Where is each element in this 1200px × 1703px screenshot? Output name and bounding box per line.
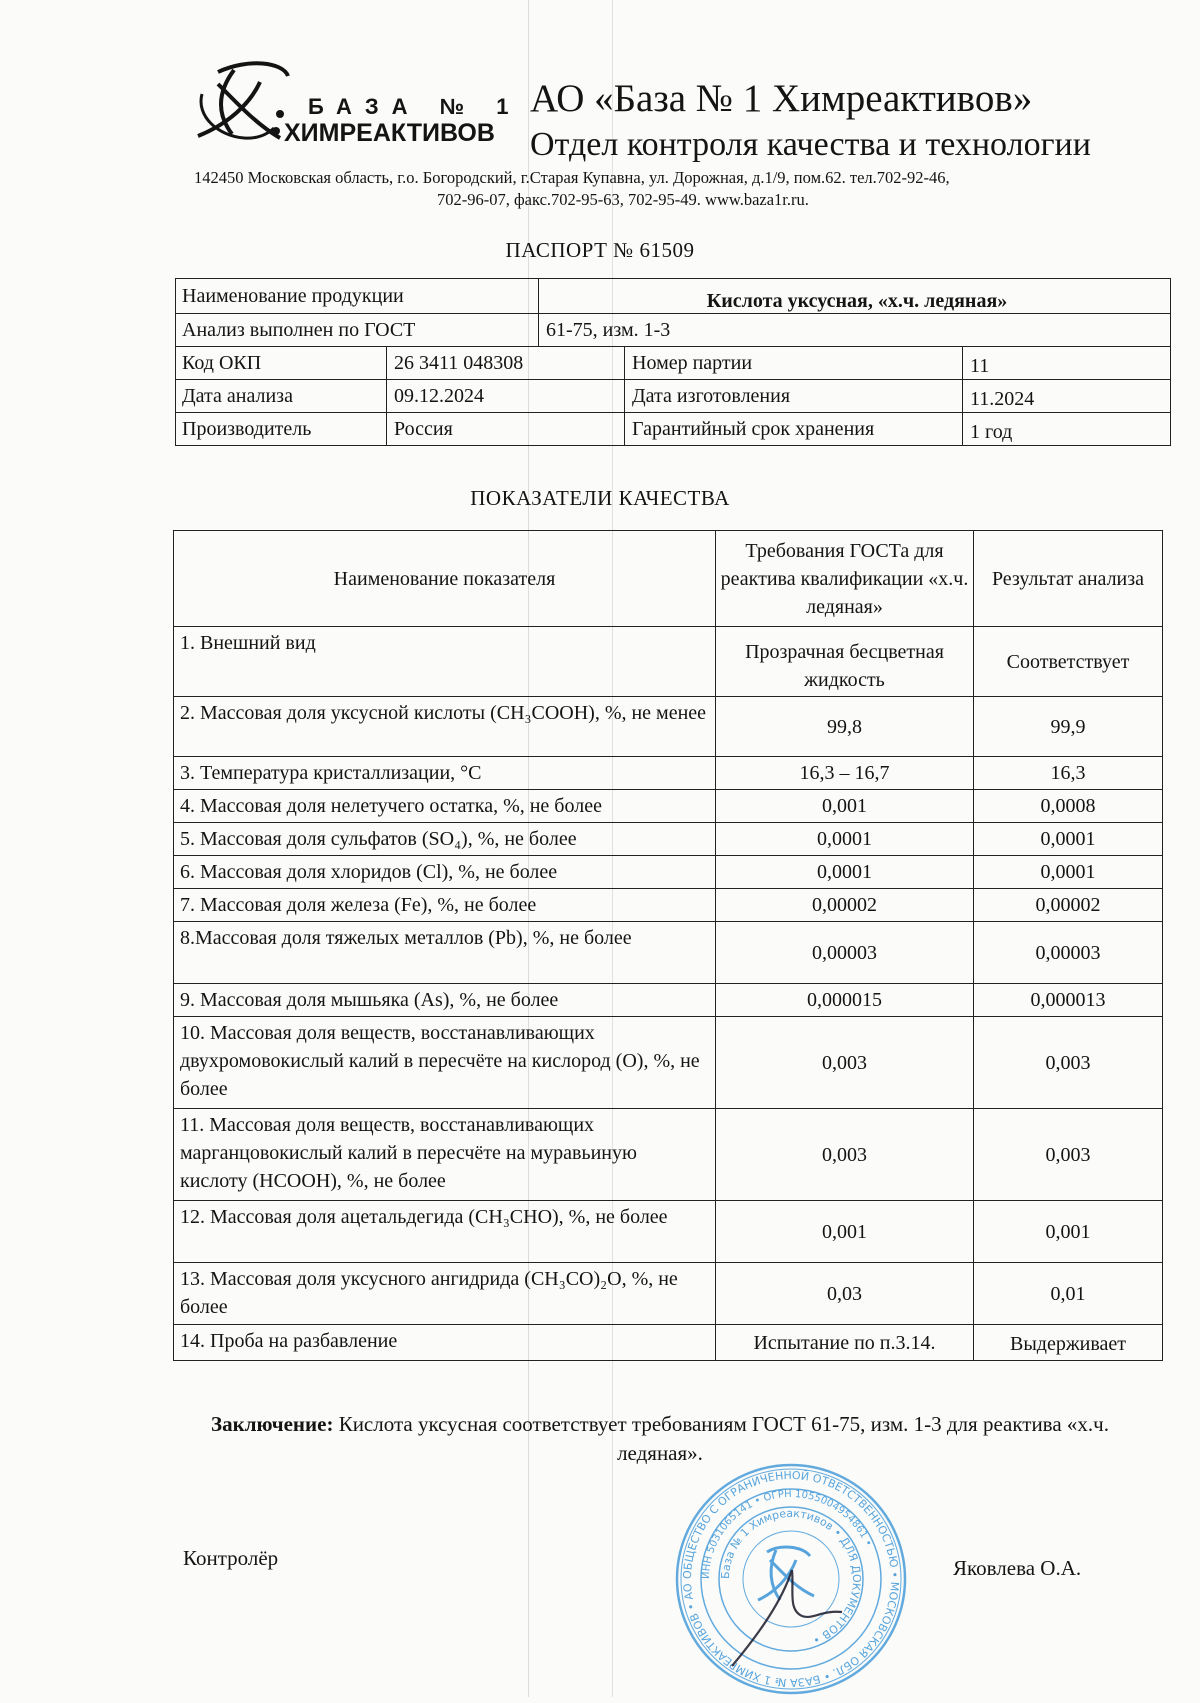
requirement-value: 0,00002: [716, 889, 974, 922]
cell-divider: [624, 347, 625, 379]
requirement-value: 0,000015: [716, 984, 974, 1017]
result-value: 0,003: [974, 1109, 1163, 1201]
column-header-requirement: Требования ГОСТа для реактива квалификации «х.ч. ледяная»: [716, 531, 974, 627]
table-row: [174, 823, 1163, 856]
indicator-name: 7. Массовая доля железа (Fe), %, не более: [174, 889, 716, 922]
company-logo: [188, 54, 522, 154]
result-value: 0,00003: [974, 922, 1163, 984]
indicator-name: 4. Массовая доля нелетучего остатка, %, не более: [174, 790, 716, 823]
cell-divider: [386, 380, 387, 412]
company-name: АО «База № 1 Химреактивов»: [530, 77, 1033, 120]
logo-text-himreaktivov: ХИМРЕАКТИВОВ: [284, 119, 495, 147]
product-value: Кислота уксусная, «х.ч. ледяная»: [706, 289, 1008, 312]
table-row: [174, 984, 1163, 1017]
producer-label: Производитель: [182, 417, 312, 440]
address-line: 702-96-07, факс.702-95-63, 702-95-49. www.baza1r.ru.: [437, 190, 809, 209]
indicator-name: 12. Массовая доля ацетальдегида (CH₃CHO), %, не более: [174, 1201, 716, 1263]
indicator-name: 8.Массовая доля тяжелых металлов (Pb), %, не более: [174, 922, 716, 984]
info-row: [175, 413, 1171, 446]
analysis-date-value: 09.12.2024: [394, 384, 484, 407]
quality-section-title: ПОКАЗАТЕЛИ КАЧЕСТВА: [470, 486, 730, 510]
indicator-name: 14. Проба на разбавление: [174, 1325, 716, 1361]
stamp-seal-icon: [672, 1460, 910, 1698]
result-value: 0,01: [974, 1263, 1163, 1325]
requirement-value: Испытание по п.3.14.: [716, 1325, 974, 1361]
controller-name: Яковлева О.А.: [953, 1556, 1082, 1580]
svg-text:База № 1 Химреактивов • ДЛЯ ДО: [719, 1507, 863, 1647]
logo-bullet-icon: [272, 127, 280, 135]
shelf-life-label: Гарантийный срок хранения: [632, 417, 875, 440]
requirement-value: 0,03: [716, 1263, 974, 1325]
indicator-name: 10. Массовая доля веществ, восстанавливающих двухромовокислый калий в пересчёте на кислород (O), %, не более: [174, 1017, 716, 1109]
requirement-value: 0,003: [716, 1017, 974, 1109]
conclusion-label: Заключение:: [211, 1412, 334, 1436]
conclusion-text: Кислота уксусная соответствует требованиям ГОСТ 61-75, изм. 1-3 для реактива «х.ч. ледяная».: [338, 1412, 1109, 1465]
result-value: 0,003: [974, 1017, 1163, 1109]
table-row: [174, 627, 1163, 697]
table-header-row: [174, 531, 1163, 627]
address-line: 142450 Московская область, г.о. Богородский, г.Старая Купавна, ул. Дорожная, д.1/9, пом.62. тел.702-92-46,: [194, 168, 950, 187]
manufacture-date-value: 11.2024: [970, 387, 1035, 410]
info-row: [175, 347, 1171, 380]
requirement-value: 0,0001: [716, 823, 974, 856]
shelf-life-value: 1 год: [970, 420, 1013, 443]
okp-value: 26 3411 048308: [394, 351, 524, 374]
cell-divider: [962, 347, 963, 379]
indicator-name: 13. Массовая доля уксусного ангидрида (CH₃CO)₂O, %, не более: [174, 1263, 716, 1325]
conclusion: [210, 1410, 1110, 1468]
manufacture-date-label: Дата изготовления: [632, 384, 791, 407]
product-info-table: [175, 278, 1171, 446]
table-row: [174, 697, 1163, 757]
requirement-value: Прозрачная бесцветная жидкость: [716, 627, 974, 697]
cell-divider: [538, 314, 539, 346]
requirement-value: 0,0001: [716, 856, 974, 889]
result-value: 0,0001: [974, 856, 1163, 889]
result-value: Выдерживает: [974, 1325, 1163, 1361]
table-row: [174, 757, 1163, 790]
table-row: [174, 856, 1163, 889]
stamp-inner-text: База № 1 Химреактивов • ДЛЯ ДОКУМЕНТОВ •: [718, 1506, 864, 1647]
gost-label: Анализ выполнен по ГОСТ: [182, 318, 416, 341]
requirement-value: 16,3 – 16,7: [716, 757, 974, 790]
gost-value: 61-75, изм. 1-3: [546, 318, 671, 341]
okp-label: Код ОКП: [182, 351, 262, 374]
result-value: 99,9: [974, 697, 1163, 757]
result-value: 16,3: [974, 757, 1163, 790]
cell-divider: [538, 279, 539, 313]
table-row: [174, 1325, 1163, 1361]
table-row: [174, 1109, 1163, 1201]
analysis-date-label: Дата анализа: [182, 384, 293, 407]
cell-divider: [386, 347, 387, 379]
requirement-value: 0,001: [716, 1201, 974, 1263]
company-stamp: [672, 1460, 910, 1698]
indicator-name: 11. Массовая доля веществ, восстанавливающих марганцовокислый калий в пересчёте на муравьиную кислоту (HCOOH), %, не более: [174, 1109, 716, 1201]
table-row: [174, 889, 1163, 922]
requirement-value: 0,003: [716, 1109, 974, 1201]
info-row: [175, 380, 1171, 413]
requirement-value: 0,00003: [716, 922, 974, 984]
indicator-name: 2. Массовая доля уксусной кислоты (CH₃COOH), %, не менее: [174, 697, 716, 757]
batch-label: Номер партии: [632, 351, 753, 374]
result-value: 0,00002: [974, 889, 1163, 922]
indicator-name: 5. Массовая доля сульфатов (SO₄), %, не более: [174, 823, 716, 856]
column-header-result: Результат анализа: [974, 531, 1163, 627]
info-row: [175, 278, 1171, 314]
product-label: Наименование продукции: [182, 284, 404, 307]
indicator-name: 3. Температура кристаллизации, °C: [174, 757, 716, 790]
logo-text-baza: БАЗА № 1: [308, 94, 522, 119]
table-row: [174, 1017, 1163, 1109]
requirement-value: 99,8: [716, 697, 974, 757]
indicator-name: 9. Массовая доля мышьяка (As), %, не более: [174, 984, 716, 1017]
cell-divider: [386, 413, 387, 445]
stamp-outer-text: ОБЩЕСТВО С ОГРАНИЧЕННОЙ ОТВЕТСТВЕННОСТЬЮ • МОСКОВСКАЯ ОБЛ. • БАЗА № 1 ХИМРЕАКТИВОВ • АО: [680, 1468, 902, 1690]
table-row: [174, 1201, 1163, 1263]
quality-table: [173, 530, 1163, 1361]
department-name: Отдел контроля качества и технологии: [530, 126, 1091, 163]
result-value: 0,001: [974, 1201, 1163, 1263]
indicator-name: 6. Массовая доля хлоридов (Cl), %, не более: [174, 856, 716, 889]
cell-divider: [624, 413, 625, 445]
cell-divider: [624, 380, 625, 412]
stamp-middle-text: ИНН 5031065141 • ОГРН 1055004954861 •: [700, 1488, 874, 1580]
cell-divider: [962, 413, 963, 445]
result-value: Соответствует: [974, 627, 1163, 697]
info-row: [175, 314, 1171, 347]
result-value: 0,000013: [974, 984, 1163, 1017]
table-row: [174, 1263, 1163, 1325]
producer-value: Россия: [394, 417, 453, 440]
result-value: 0,0001: [974, 823, 1163, 856]
controller-label: Контролёр: [183, 1546, 279, 1570]
result-value: 0,0008: [974, 790, 1163, 823]
passport-title: ПАСПОРТ № 61509: [505, 238, 695, 262]
table-row: [174, 790, 1163, 823]
indicator-name: 1. Внешний вид: [174, 627, 716, 697]
column-header-name: Наименование показателя: [174, 531, 716, 627]
requirement-value: 0,001: [716, 790, 974, 823]
cell-divider: [962, 380, 963, 412]
table-row: [174, 922, 1163, 984]
batch-value: 11: [970, 354, 990, 377]
